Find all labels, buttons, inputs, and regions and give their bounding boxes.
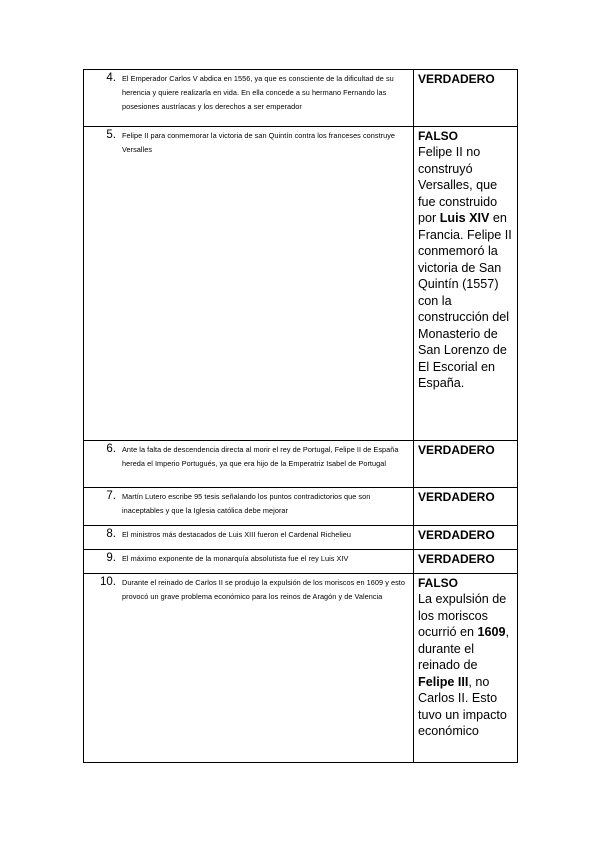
statement-cell bbox=[84, 550, 414, 574]
table-row bbox=[84, 70, 518, 127]
verdict-label: FALSO bbox=[418, 129, 459, 143]
statement-text: Ante la falta de descendencia directa al morir el rey de Portugal, Felipe II de España hereda el Imperio Portugués, ya que era hijo de la Emperatriz Isabel de Portugal bbox=[122, 445, 399, 468]
item-number: 9. bbox=[106, 552, 116, 564]
statement-cell bbox=[84, 488, 414, 526]
item-number: 4. bbox=[106, 72, 116, 84]
explanation-part: Felipe II no construyó Versalles, que fue construido por bbox=[418, 145, 498, 225]
statement-text: El Emperador Carlos V abdica en 1556, ya que es consciente de la dificultad de su herencia y quiere realizarla en vida. En ella concede a su hermano Fernando las posesiones austríacas y los derechos a ser emperador bbox=[122, 74, 394, 111]
statement-cell bbox=[84, 441, 414, 488]
statement-cell bbox=[84, 526, 414, 550]
answer-cell bbox=[414, 441, 518, 488]
statement-text: Martín Lutero escribe 95 tesis señalando los puntos contradictorios que son inaceptables y que la Iglesia católica debe mejorar bbox=[122, 492, 371, 515]
item-number: 8. bbox=[106, 528, 116, 540]
explanation-part: en Francia. Felipe II conmemoró la victoria de San Quintín (1557) con la construcción del Monasterio de San Lorenzo de El Escorial en España. bbox=[418, 211, 512, 390]
table-row bbox=[84, 574, 518, 763]
answer-cell bbox=[414, 574, 518, 763]
table-row bbox=[84, 127, 518, 441]
item-number: 5. bbox=[106, 129, 116, 141]
statement-cell bbox=[84, 574, 414, 763]
statement-text: Durante el reinado de Carlos II se produjo la expulsión de los moriscos en 1609 y esto provocó un grave problema económico para los reinos de Aragón y de Valencia bbox=[122, 578, 405, 601]
verdict-label: VERDADERO bbox=[418, 72, 495, 86]
table-row bbox=[84, 488, 518, 526]
true-false-table bbox=[83, 69, 518, 763]
verdict-label: VERDADERO bbox=[418, 528, 495, 542]
answer-cell bbox=[414, 550, 518, 574]
table-row bbox=[84, 550, 518, 574]
statement-cell bbox=[84, 127, 414, 441]
explanation-bold: Luis XIV bbox=[439, 211, 490, 225]
item-number: 6. bbox=[106, 443, 116, 455]
item-number: 10. bbox=[100, 576, 116, 588]
answer-cell bbox=[414, 526, 518, 550]
explanation-part: La expulsión de los moriscos ocurrió en bbox=[418, 592, 507, 639]
statement-text: El ministros más destacados de Luis XIII fueron el Cardenal Richelieu bbox=[122, 530, 351, 539]
verdict-label: VERDADERO bbox=[418, 443, 495, 457]
table-row bbox=[84, 526, 518, 550]
table-row bbox=[84, 441, 518, 488]
answer-cell bbox=[414, 488, 518, 526]
verdict-label: FALSO bbox=[418, 576, 459, 590]
explanation-part: , no Carlos II. Esto tuvo un impacto económico bbox=[418, 674, 507, 738]
explanation-text bbox=[418, 591, 517, 740]
item-number: 7. bbox=[106, 490, 116, 502]
statement-cell bbox=[84, 70, 414, 127]
verdict-label: VERDADERO bbox=[418, 552, 495, 566]
explanation-bold: 1609 bbox=[477, 625, 506, 639]
answer-cell bbox=[414, 70, 518, 127]
answer-cell bbox=[414, 127, 518, 441]
explanation-bold: Felipe III bbox=[418, 674, 469, 689]
statement-text: Felipe II para conmemorar la victoria de san Quintín contra los franceses construye Versalles bbox=[122, 131, 396, 154]
explanation-text bbox=[418, 144, 517, 392]
explanation-part: , durante el reinado de bbox=[418, 625, 510, 672]
statement-text: El máximo exponente de la monarquía absolutista fue el rey Luis XIV bbox=[122, 554, 349, 563]
verdict-label: VERDADERO bbox=[418, 490, 495, 504]
